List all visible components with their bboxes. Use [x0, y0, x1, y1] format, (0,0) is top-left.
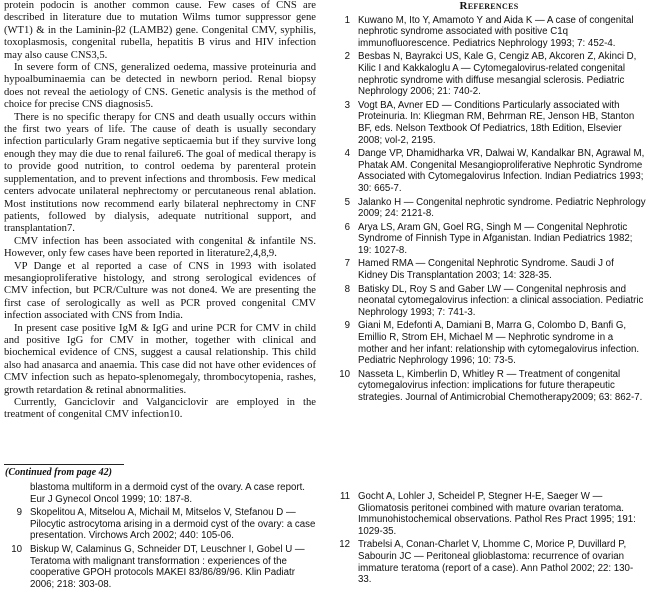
- reference-text: Besbas N, Bayrakci US, Kale G, Cengiz AB, Akcoren Z, Akinci D, Kilic I and Kakkaloglu A — Cytomegalovirus-related congenital nephrotic syndrome with diffuse mesangial sclerosis. Pediatric Nephrology 2006; 21: 740-2.: [358, 51, 637, 98]
- reference-number: 10: [339, 368, 350, 380]
- reference-item: [4, 544, 320, 590]
- continued-reference-text: blastoma multiform in a dermoid cyst of the ovary. A case report. Eur J Gynecol Oncol 1999; 10: 187-8.: [30, 482, 305, 505]
- reference-number: 12: [339, 539, 350, 551]
- reference-text: Hamed RMA — Congenital Nephrotic Syndrome. Saudi J of Kidney Dis Transplantation 2003; 14: 328-35.: [358, 258, 614, 282]
- continued-references-left: [4, 482, 320, 592]
- reference-item: [332, 258, 646, 281]
- reference-number: 2: [344, 51, 350, 63]
- reference-number: 1: [344, 14, 350, 26]
- reference-item: [332, 148, 646, 194]
- reference-text: Batisky DL, Roy S and Gaber LW — Congenital nephrosis and neonatal cytomegalovirus infection: a clinical association. Pediatric Nephrology 1993; 7: 741-3.: [358, 283, 644, 318]
- references-column: [332, 0, 646, 406]
- reference-text: Trabelsi A, Conan-Charlet V, Lhomme C, Morice P, Duvillard P, Sabourin JC — Peritoneal glioblastoma: recurrence of ovarian immature teratoma (report of a case). Ann Pathol 2002; 22: 130-33.: [358, 539, 634, 586]
- reference-number: 5: [344, 196, 350, 208]
- reference-number: 10: [11, 543, 22, 555]
- body-text-column: [4, 0, 316, 422]
- continued-references-list-left: [4, 507, 320, 590]
- reference-item: [332, 369, 646, 404]
- reference-item: [332, 491, 646, 537]
- reference-number: 4: [344, 148, 350, 160]
- references-list: [332, 15, 646, 404]
- continued-references-list-right: [332, 491, 646, 586]
- reference-text: Skopelitou A, Mitselou A, Michail M, Mitselos V, Stefanou D — Pilocytic astrocytoma arising in a dermoid cyst of the ovary: a case presentation. Virchows Arch 2002; 440: 105-06.: [30, 507, 316, 542]
- reference-text: Gocht A, Lohler J, Scheidel P, Stegner H-E, Saeger W — Gliomatosis peritonei combined with mature ovarian teratoma. Immunohistochemical observations. Pathol Res Pract 1995; 191: 1029-35.: [358, 491, 636, 537]
- reference-text: Jalanko H — Congenital nephrotic syndrome. Pediatric Nephrology 2009; 24: 2121-8.: [358, 196, 646, 220]
- paragraph-cmv-association: CMV infection has been associated with congenital & infantile NS. However, only few cases have been reported in literature2,4,8,9.: [4, 235, 316, 260]
- reference-item: [332, 197, 646, 220]
- reference-item: [332, 51, 646, 97]
- paragraph-present-case: In present case positive IgM & IgG and urine PCR for CMV in child and positive IgG for CMV in mother, together with clinical and biochemical evidence of CNS, suggest a causal relationship. This child also had anasarca and anaemia. This case did not have other evidences of CMV infection such as hepato-splenomegaly, thrombocytopenia, rashes, growth retardation & retinal abnormalities.: [4, 322, 316, 396]
- section-divider: [4, 464, 124, 465]
- paragraph-causes: protein podocin is another common cause. Few cases of CNS are described in literature due to mutation Wilms tumor suppressor gene (WT1) & in the Laminin-β2 (LAMB2) gene. Congenital CMV, syphilis, toxoplasmosis, congenital rubella, hepatitis B virus and HIV infection may also cause CNS3,5.: [4, 0, 316, 61]
- reference-item: [332, 284, 646, 319]
- paragraph-treatment: Currently, Ganciclovir and Valganciclovir are employed in the treatment of congenital CMV infection10.: [4, 397, 316, 421]
- reference-text: Biskup W, Calaminus G, Schneider DT, Leuschner I, Gobel U — Teratoma with malignant transformation : experiences of the cooperative GPOH protocols MAKEI 83/86/89/96. Klin Padiatr 2006; 218: 303-08.: [30, 543, 305, 590]
- paragraph-severe-form: In severe form of CNS, generalized oedema, massive proteinuria and hypoalbuminaemia can be detected in newborn period. Renal biopsy does not reveal the aetiology of CNS. Genetic analysis is the method of choice for precise CNS diagnosis5.: [4, 62, 316, 111]
- reference-text: Giani M, Edefonti A, Damiani B, Marra G, Colombo D, Banfi G, Emillio R, Strom EH, Michael M — Nephrotic syndrome in a mother and her infant: relationship with cytomegalovirus infection. Pediatric Nephrology 1996; 10: 73-5.: [358, 320, 640, 367]
- reference-text: Vogt BA, Avner ED — Conditions Particularly associated with Proteinuria. In: Kliegman RM, Behrman RE, Jenson HB, Stanton BF, eds. Nelson Textbook Of Pediatrics, 18th Edition, Elsevier 2008; vol-2, 2195.: [358, 99, 635, 146]
- reference-item: [332, 539, 646, 585]
- paragraph-therapy: There is no specific therapy for CNS and death usually occurs within the first two years of life. The cause of death is usually secondary infection particularly Gram negative septicaemia but if they survive long enough they may die due to renal failure6. The goal of medical therapy is to provide good nutrition, to control oedema by parenteral protein supplementation, and to prevent infections and thrombosis. Few medical centers advocate unilateral nephrectomy or percutaneous renal ablation. Most institutions now recommend early bilateral nephrectomy in CNF patients, followed by dialysis, adequate nutritional support, and transplantation7.: [4, 111, 316, 235]
- reference-text: Kuwano M, Ito Y, Amamoto Y and Aida K — A case of congenital nephrotic syndrome associated with positive C1q immunofluorescence. Pediatrics Nephrology 1993; 7: 452-4.: [358, 14, 634, 49]
- reference-number: 3: [344, 99, 350, 111]
- reference-number: 11: [339, 491, 350, 502]
- reference-item: [332, 320, 646, 366]
- paragraph-dange-case: VP Dange et al reported a case of CNS in 1993 with isolated mesangioproliferative histology, and strong serological evidences of CMV infection, but PCR/Culture was not done4. We are presenting the first case of serologically as well as PCR proved congenital CMV infection associated with CNS from India.: [4, 260, 316, 322]
- reference-number: 7: [344, 258, 350, 270]
- reference-item: [332, 222, 646, 257]
- reference-text: Dange VP, Dhamidharka VR, Dalwai W, Kandalkar BN, Agrawal M, Phatak AM. Congenital Mesangioproliferative Nephrotic Syndrome Associated with Cytomegalovirus Infection. Indian Pediatrics 1993; 30: 665-7.: [358, 148, 645, 194]
- reference-text: Nasseta L, Kimberlin D, Whitley R — Treatment of congenital cytomegalovirus infection: implications for future therapeutic strategies. Journal of Antimicrobial Chemotherapy2009; 63: 862-7.: [358, 368, 643, 403]
- reference-number: 6: [344, 221, 350, 233]
- reference-item: [4, 507, 320, 542]
- reference-number: 9: [16, 507, 22, 519]
- reference-item: [332, 100, 646, 146]
- continued-references-right: [332, 491, 646, 588]
- reference-text: Arya LS, Aram GN, Goel RG, Singh M — Congenital Nephrotic Syndrome of Finnish Type in Afganistan. Indian Pediatrics 1982; 19: 1027-8.: [358, 221, 633, 256]
- reference-number: 9: [344, 320, 350, 332]
- reference-number: 8: [344, 283, 350, 295]
- continued-label: (Continued from page 42): [5, 467, 112, 478]
- reference-item: [332, 15, 646, 50]
- references-heading: References: [459, 0, 519, 12]
